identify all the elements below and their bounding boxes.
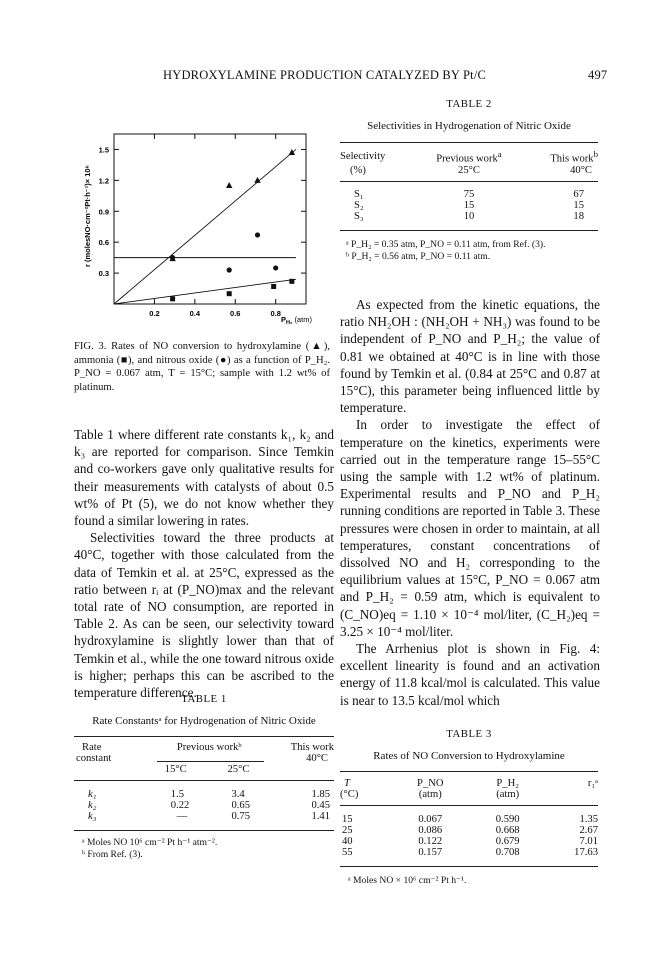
table-2-footnote-a: ᵃ P_H₂ = 0.35 atm, P_NO = 0.11 atm, from Ref. (3). (346, 238, 546, 250)
table-3-grid (340, 778, 598, 858)
data-point-ammonia (170, 296, 175, 301)
table-2 (340, 98, 598, 263)
right-column-text (340, 296, 600, 709)
table-row: 40 0.122 0.679 7.01 (342, 836, 598, 847)
figure-3-caption-lead: FIG. 3. (74, 341, 107, 352)
running-header-title: HYDROXYLAMINE PRODUCTION CATALYZED BY Pt/C (163, 68, 487, 82)
table-2-header-row (340, 149, 598, 165)
table-2-col-previous: Previous work$^a$ (436, 149, 502, 165)
table-3 (340, 728, 598, 887)
table-2-temp-previous: 25°C (458, 164, 480, 176)
figure-3-caption-text: Rates of NO conversion to hydroxylamine (▲), ammonia (■), and nitrous oxide (●) as a function of P_H₂. P_NO = 0.067 atm, T = 15°C; sample with 1.2 wt% of platinum. (74, 341, 331, 393)
table-3-header-row-2: (°C) (atm) (atm) (340, 789, 520, 800)
data-point-nitrous-oxide (170, 255, 175, 260)
y-tick-label: 1.5 (98, 145, 109, 155)
data-point-nitrous-oxide (255, 232, 260, 237)
table-3-col-pno: P_NO (417, 778, 444, 789)
table-1-header-row-3 (74, 764, 334, 775)
x-axis-label: $P_{H_2}$ (atm) (281, 315, 312, 326)
plot-frame (114, 134, 306, 304)
x-tick-label: 0.8 (270, 309, 281, 318)
table-row: k₃ — 0.75 1.41 (88, 811, 330, 822)
data-point-ammonia (289, 279, 294, 284)
data-point-hydroxylamine (226, 182, 232, 188)
table-1-col-rate: Rate (82, 742, 102, 753)
table-row: S₂ 15 15 (354, 199, 584, 211)
table-row: S₁ 75 67 (354, 188, 584, 200)
table-1-label: TABLE 1 (181, 693, 227, 705)
table-2-title: Selectivities in Hydrogenation of Nitric Oxide (367, 120, 571, 132)
data-point-hydroxylamine (289, 149, 295, 155)
table-1-header-row-2 (74, 753, 334, 764)
x-tick-label: 0.2 (149, 309, 160, 318)
table-3-label: TABLE 3 (446, 728, 492, 740)
table-2-grid (340, 149, 598, 222)
y-tick-label: 0.9 (98, 207, 109, 217)
table-3-col-t: T (344, 778, 350, 789)
right-paragraph-1: As expected from the kinetic equations, the ratio NH₂OH : (NH₂OH + NH₃) was found to be independent of P_NO and P_H₂; the value of 0.81 we obtained at 40°C is in line with those found by Temkin et al. (0.84 at 25°C and 0.87 at 15°C), this parameter being influenced little by temperature. (340, 297, 600, 416)
figure-3-plot (74, 126, 344, 331)
table-1-grid (74, 742, 334, 822)
x-tick-label: 0.6 (230, 309, 241, 318)
table-1-header-row (74, 742, 334, 753)
y-axis-label: r (molesNO·cm⁻²Pt·h⁻¹)× 10⁶ (83, 164, 92, 268)
y-tick-label: 0.3 (98, 269, 109, 279)
data-point-nitrous-oxide (273, 265, 278, 270)
table-1-temp-15: 15°C (164, 764, 187, 775)
left-paragraph-2: Selectivities toward the three products at 40°C, together with those calculated from the data of Temkin et al. at 25°C, expressed as the ratio between rᵢ at (P_NO)max and the relevant total rate of NO consumption, are reported in Table 2. As can be seen, our selectivity toward hydroxylamine is slightly lower than that of Temkin et al., while the one toward nitrous oxide is higher; perhaps this can be ascribed to the temperature difference. (74, 530, 334, 701)
table-1-footnote-b: ᵇ From Ref. (3). (82, 849, 143, 860)
table-1-title: Rate Constantsᵃ for Hydrogenation of Nitric Oxide (92, 715, 316, 727)
table-row: 15 0.067 0.590 1.35 (342, 814, 598, 825)
table-3-col-ph2: P_H₂ (496, 778, 519, 789)
data-point-ammonia (271, 284, 276, 289)
plot-border (114, 134, 306, 304)
table-row: k₁ 1.5 3.4 1.85 (88, 789, 330, 800)
right-paragraph-2: In order to investigate the effect of temperature on the kinetics, experiments were carried out in the temperature range 15–55°C using the sample with 1.2 wt% of platinum. Experimental results and P_NO and P_H₂ running conditions are reported in Table 3. These pressures were chosen in order to maintain, at all temperatures, constant concentrations of dissolved NO and H₂ corresponding to the equilibrium values at 15°C, P_NO = 0.067 atm and P_H₂ = 0.59 atm, which is equivalent to (C_NO)eq = 1.10 × 10⁻⁴ mol/liter, (C_H₂)eq = 3.25 × 10⁻⁴ mol/liter. (340, 417, 600, 639)
plot-fit-lines (114, 149, 296, 304)
figure-3-caption (74, 340, 330, 394)
table-3-footnote-a: ᵃ Moles NO × 10⁶ cm⁻² Pt h⁻¹. (348, 875, 467, 886)
table-1-temp-40: 40°C (306, 753, 328, 764)
table-1-footnote-a: ᵃ Moles NO 10⁶ cm⁻² Pt h⁻¹ atm⁻². (82, 837, 218, 848)
right-paragraph-3: The Arrhenius plot is shown in Fig. 4: excellent linearity is found and an activation energy of 11.8 kcal/mol is calculated. This value is near to 13.5 kcal/mol which (340, 641, 600, 708)
table-3-col-r1: r₁ᵃ (587, 778, 598, 789)
left-column-text (74, 426, 334, 701)
table-2-footnote-b: ᵇ P_H₂ = 0.56 atm, P_NO = 0.11 atm. (346, 250, 491, 262)
table-3-title: Rates of NO Conversion to Hydroxylamine (373, 750, 565, 762)
table-1 (74, 693, 334, 861)
table-2-label: TABLE 2 (446, 98, 492, 110)
y-tick-label: 0.6 (98, 238, 109, 248)
table-row: S₃ 10 18 (354, 210, 584, 222)
table-1-temp-25: 25°C (227, 764, 250, 775)
table-2-unit: (%) (350, 164, 366, 176)
table-1-col-previous: Previous workᵇ (176, 742, 242, 753)
table-row: 25 0.086 0.668 2.67 (342, 825, 598, 836)
data-point-nitrous-oxide (227, 267, 232, 272)
table-1-constant: constant (76, 753, 112, 764)
fit-line-hydroxylamine (114, 149, 296, 304)
x-tick-label: 0.4 (189, 309, 201, 318)
table-1-col-this: This work (290, 742, 334, 753)
plot-tick-labels (99, 145, 281, 318)
table-3-header-row (340, 778, 598, 789)
page-number: 497 (588, 68, 608, 82)
plot-marks (169, 149, 295, 301)
table-2-col-selectivity: Selectivity (340, 151, 386, 163)
y-tick-label: 1.2 (98, 176, 109, 186)
fit-line-ammonia (114, 279, 296, 304)
left-paragraph-1: Table 1 where different rate constants k₁, k₂ and k₃ are reported for comparison. Since Temkin and co-workers gave only qualitative results for their measurements with catalysts of about 0.5 wt% of Pt (5), we do not know whether they found a similar lowering in rates. (74, 427, 334, 529)
table-2-col-this: This work$^b$ (550, 149, 598, 165)
data-point-ammonia (227, 291, 232, 296)
table-2-temp-this: 40°C (570, 164, 592, 176)
table-row: 55 0.157 0.708 17.63 (342, 847, 598, 858)
table-row: k₂ 0.22 0.65 0.45 (88, 800, 330, 811)
table-2-header-row-2 (340, 165, 598, 176)
